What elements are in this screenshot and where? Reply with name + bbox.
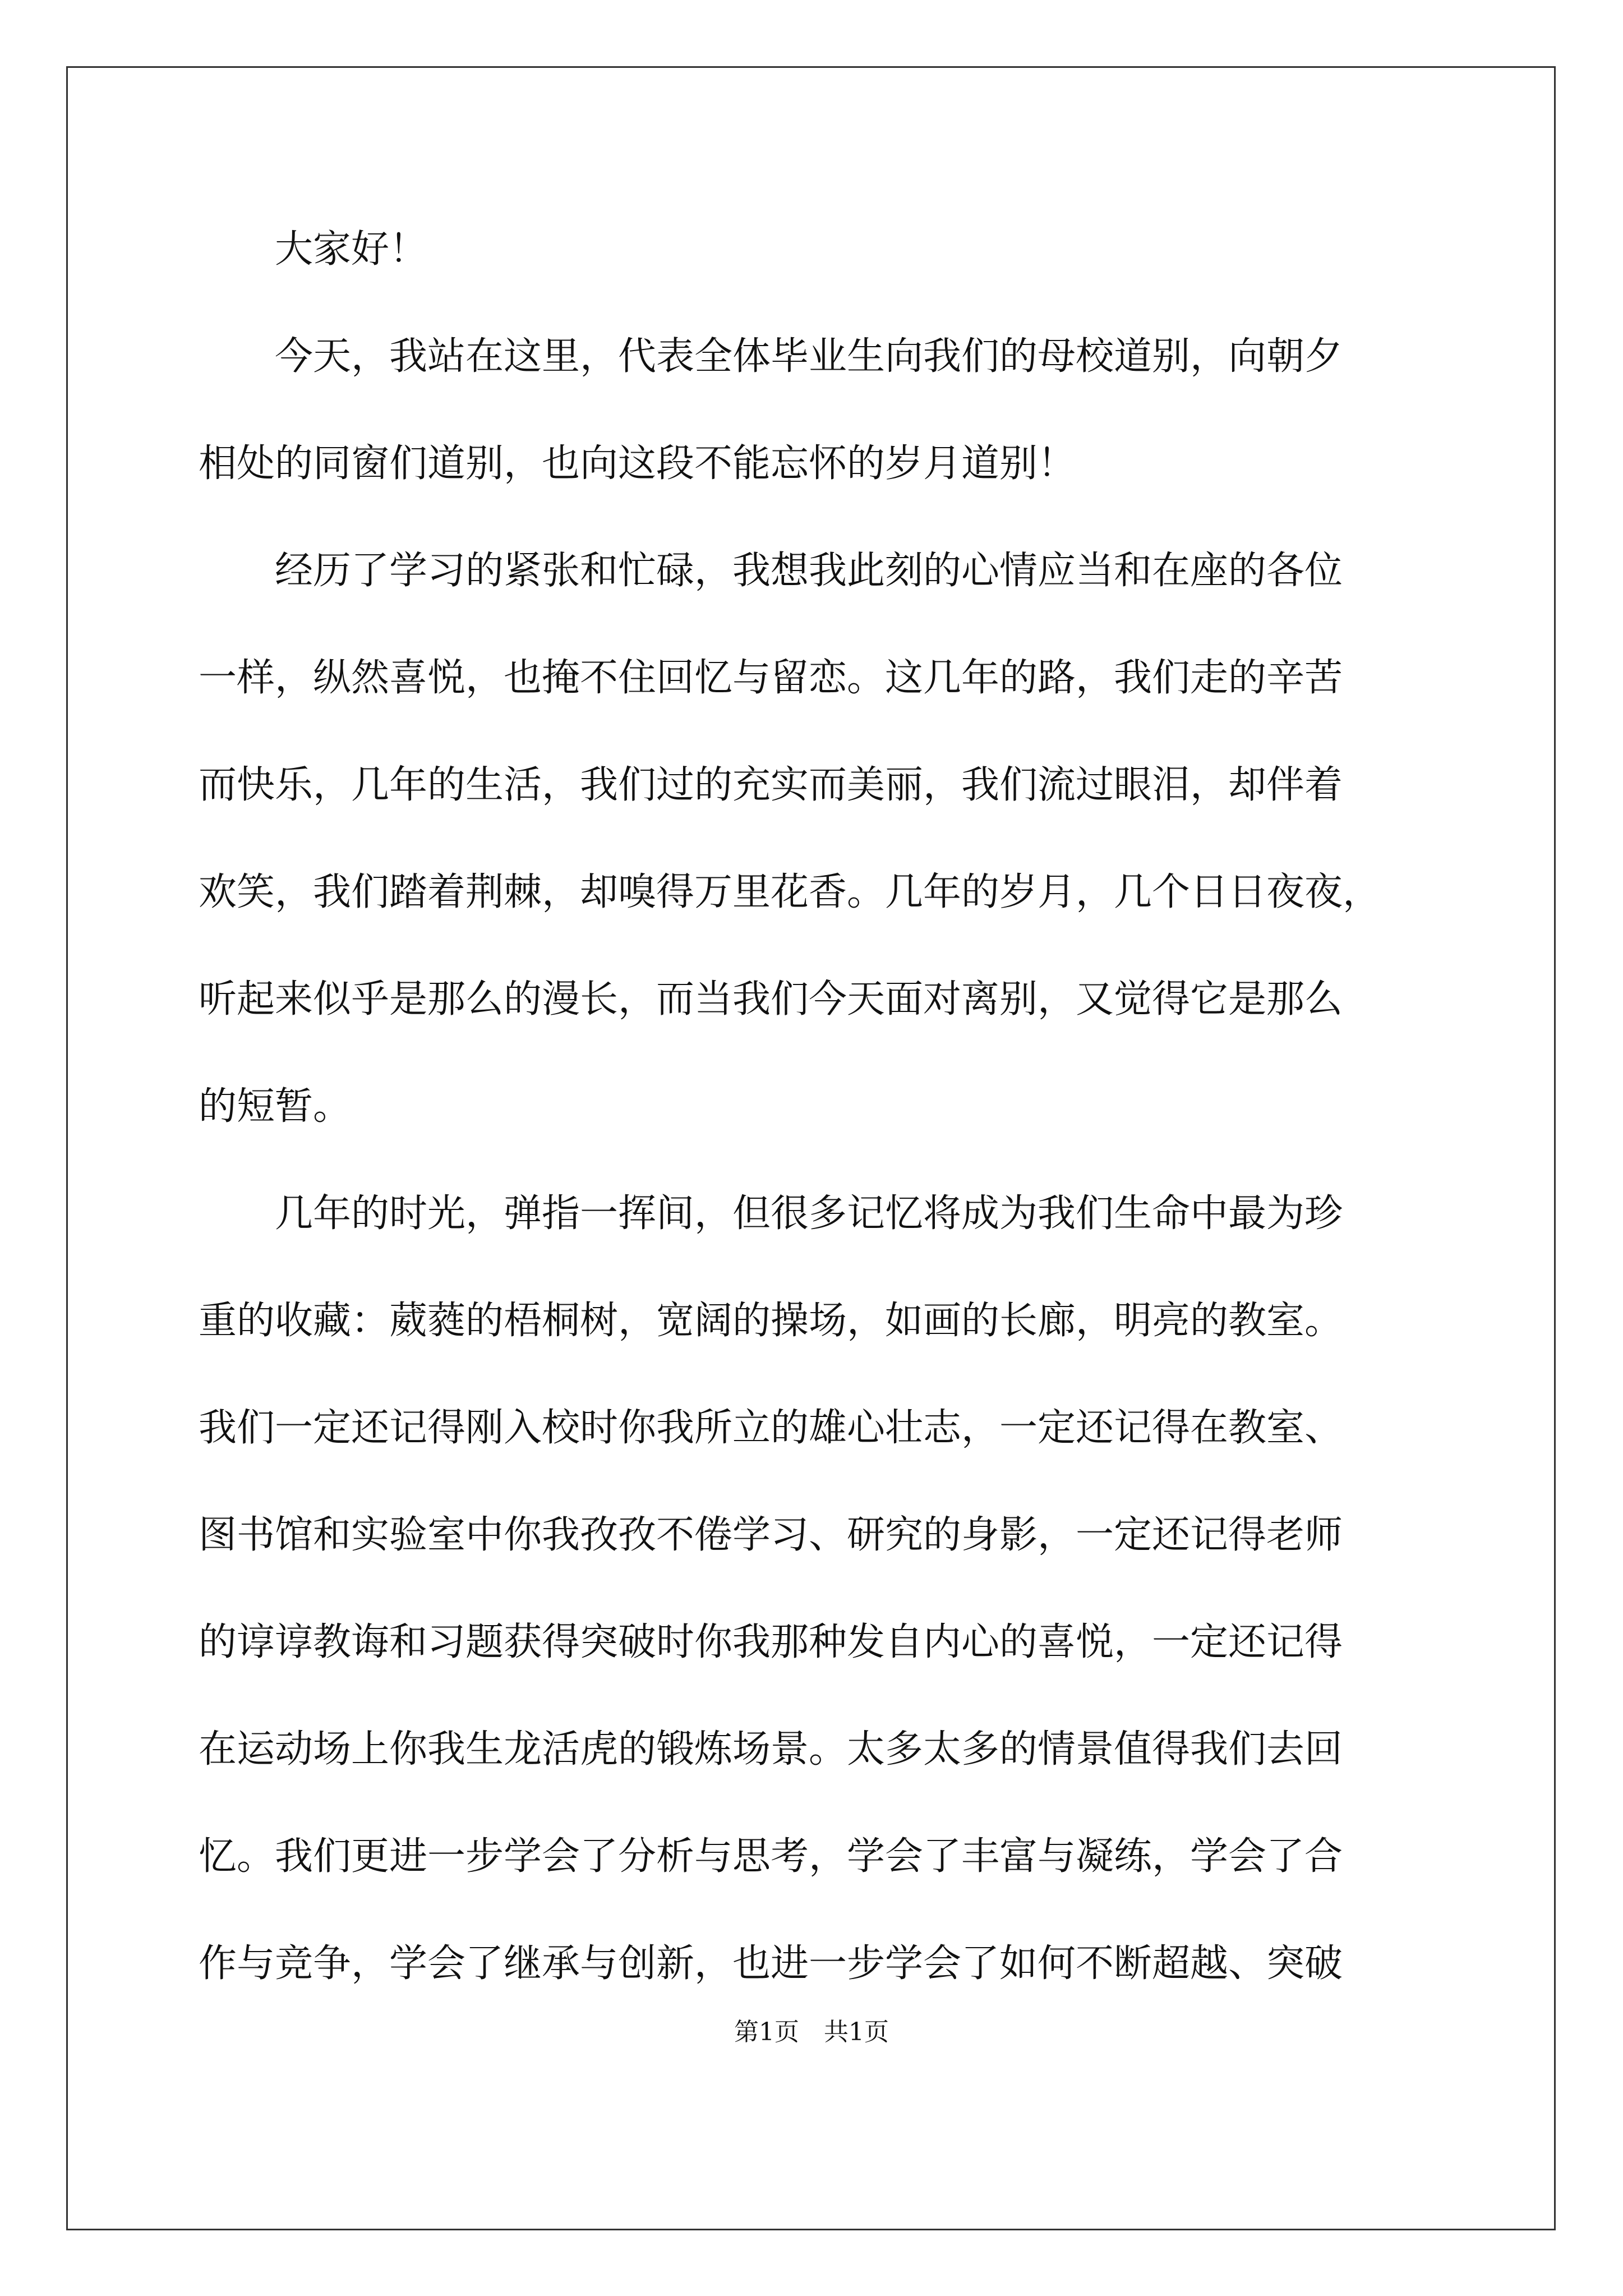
text-line: 一样，纵然喜悦，也掩不住回忆与留恋。这几年的路，我们走的辛苦	[199, 656, 1343, 700]
text-line: 图书馆和实验室中你我孜孜不倦学习、研究的身影，一定还记得老师	[199, 1513, 1343, 1557]
text-line: 在运动场上你我生龙活虎的锻炼场景。太多太多的情景值得我们去回	[199, 1727, 1343, 1772]
text-line: 大家好！	[199, 227, 428, 272]
text-line: 欢笑，我们踏着荆棘，却嗅得万里花香。几年的岁月，几个日日夜夜，	[199, 870, 1381, 914]
page-frame	[66, 66, 1556, 2230]
text-line: 作与竞争，学会了继承与创新，也进一步学会了如何不断超越、突破	[199, 1941, 1343, 1986]
text-line: 忆。我们更进一步学会了分析与思考，学会了丰富与凝练，学会了合	[199, 1834, 1343, 1879]
page-footer: 第1页 共1页	[734, 2018, 889, 2046]
text-line: 经历了学习的紧张和忙碌，我想我此刻的心情应当和在座的各位	[199, 549, 1343, 593]
text-line: 而快乐，几年的生活，我们过的充实而美丽，我们流过眼泪，却伴着	[199, 763, 1343, 807]
text-line: 相处的同窗们道别，也向这段不能忘怀的岁月道别！	[199, 441, 1076, 486]
text-line: 重的收藏：葳蕤的梧桐树，宽阔的操场，如画的长廊，明亮的教室。	[199, 1299, 1343, 1343]
text-line: 的短暂。	[199, 1084, 352, 1129]
text-line: 的谆谆教诲和习题获得突破时你我那种发自内心的喜悦，一定还记得	[199, 1620, 1343, 1664]
text-line: 几年的时光，弹指一挥间，但很多记忆将成为我们生命中最为珍	[199, 1191, 1343, 1236]
text-line: 今天，我站在这里，代表全体毕业生向我们的母校道别，向朝夕	[199, 334, 1343, 379]
text-line: 我们一定还记得刚入校时你我所立的雄心壮志，一定还记得在教室、	[199, 1406, 1343, 1450]
text-line: 听起来似乎是那么的漫长，而当我们今天面对离别，又觉得它是那么	[199, 977, 1343, 1022]
